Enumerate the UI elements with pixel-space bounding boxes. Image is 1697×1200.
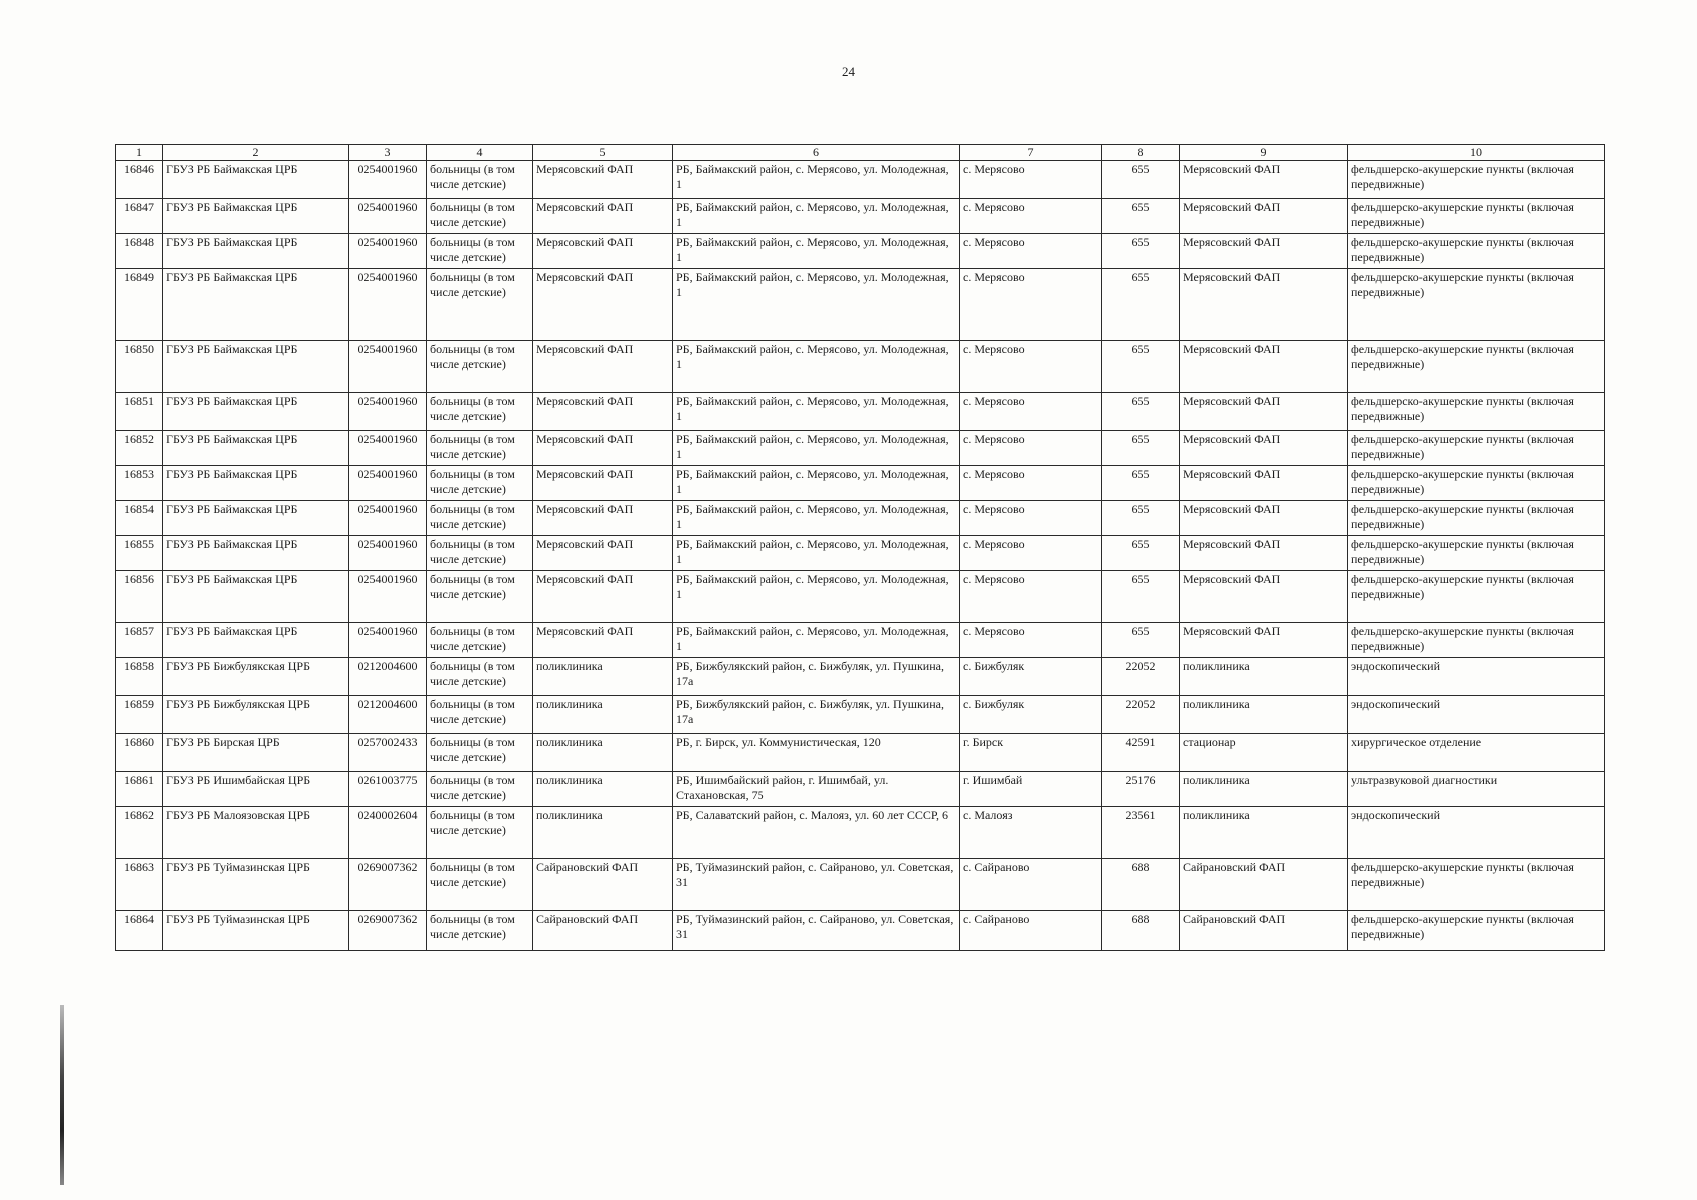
locality: с. Мерясово xyxy=(960,623,1102,658)
locality: с. Мерясово xyxy=(960,269,1102,341)
organization-name: ГБУЗ РБ Баймакская ЦРБ xyxy=(163,623,349,658)
row-number: 16862 xyxy=(116,807,163,859)
okpo-code: 655 xyxy=(1102,536,1180,571)
organization-name: ГБУЗ РБ Баймакская ЦРБ xyxy=(163,234,349,269)
institution-type: больницы (в том числе детские) xyxy=(427,234,533,269)
inn-code: 0212004600 xyxy=(349,658,427,696)
inn-code: 0254001960 xyxy=(349,199,427,234)
subunit-name: Мерясовский ФАП xyxy=(1180,199,1348,234)
institution-type: больницы (в том числе детские) xyxy=(427,269,533,341)
table-row xyxy=(116,911,1605,951)
address: РБ, Баймакский район, с. Мерясово, ул. Молодежная, 1 xyxy=(673,431,960,466)
subunit-name: Мерясовский ФАП xyxy=(1180,466,1348,501)
organization-name: ГБУЗ РБ Баймакская ЦРБ xyxy=(163,466,349,501)
category: хирургическое отделение xyxy=(1348,734,1605,772)
table-row xyxy=(116,199,1605,234)
address: РБ, Баймакский район, с. Мерясово, ул. Молодежная, 1 xyxy=(673,341,960,393)
inn-code: 0254001960 xyxy=(349,536,427,571)
row-number: 16856 xyxy=(116,571,163,623)
organization-name: ГБУЗ РБ Баймакская ЦРБ xyxy=(163,393,349,431)
organization-name: ГБУЗ РБ Баймакская ЦРБ xyxy=(163,199,349,234)
table-row xyxy=(116,269,1605,341)
inn-code: 0254001960 xyxy=(349,341,427,393)
address: РБ, Баймакский район, с. Мерясово, ул. Молодежная, 1 xyxy=(673,269,960,341)
address: РБ, Баймакский район, с. Мерясово, ул. Молодежная, 1 xyxy=(673,199,960,234)
organization-name: ГБУЗ РБ Бижбулякская ЦРБ xyxy=(163,696,349,734)
subunit-name: стационар xyxy=(1180,734,1348,772)
inn-code: 0254001960 xyxy=(349,161,427,199)
column-header: 1 xyxy=(116,145,163,161)
organization-name: ГБУЗ РБ Баймакская ЦРБ xyxy=(163,571,349,623)
column-header: 7 xyxy=(960,145,1102,161)
table-row xyxy=(116,772,1605,807)
locality: с. Мерясово xyxy=(960,234,1102,269)
subunit-name: Мерясовский ФАП xyxy=(1180,269,1348,341)
category: ультразвуковой диагностики xyxy=(1348,772,1605,807)
institution-type: больницы (в том числе детские) xyxy=(427,772,533,807)
okpo-code: 655 xyxy=(1102,393,1180,431)
locality: с. Мерясово xyxy=(960,393,1102,431)
okpo-code: 23561 xyxy=(1102,807,1180,859)
locality: с. Мерясово xyxy=(960,431,1102,466)
unit-name: поликлиника xyxy=(533,696,673,734)
category: фельдшерско-акушерские пункты (включая передвижные) xyxy=(1348,431,1605,466)
organization-name: ГБУЗ РБ Баймакская ЦРБ xyxy=(163,161,349,199)
locality: с. Мерясово xyxy=(960,341,1102,393)
category: фельдшерско-акушерские пункты (включая передвижные) xyxy=(1348,501,1605,536)
category: эндоскопический xyxy=(1348,696,1605,734)
category: фельдшерско-акушерские пункты (включая передвижные) xyxy=(1348,393,1605,431)
table-row xyxy=(116,734,1605,772)
category: фельдшерско-акушерские пункты (включая передвижные) xyxy=(1348,199,1605,234)
locality: с. Мерясово xyxy=(960,466,1102,501)
column-header: 6 xyxy=(673,145,960,161)
organization-name: ГБУЗ РБ Бирская ЦРБ xyxy=(163,734,349,772)
column-header: 3 xyxy=(349,145,427,161)
subunit-name: Мерясовский ФАП xyxy=(1180,431,1348,466)
subunit-name: Сайрановский ФАП xyxy=(1180,859,1348,911)
locality: с. Мерясово xyxy=(960,536,1102,571)
okpo-code: 22052 xyxy=(1102,696,1180,734)
inn-code: 0254001960 xyxy=(349,571,427,623)
unit-name: поликлиника xyxy=(533,772,673,807)
unit-name: Мерясовский ФАП xyxy=(533,269,673,341)
address: РБ, Баймакский район, с. Мерясово, ул. Молодежная, 1 xyxy=(673,466,960,501)
locality: с. Мерясово xyxy=(960,161,1102,199)
subunit-name: Мерясовский ФАП xyxy=(1180,161,1348,199)
organization-name: ГБУЗ РБ Туймазинская ЦРБ xyxy=(163,859,349,911)
institution-type: больницы (в том числе детские) xyxy=(427,623,533,658)
subunit-name: Мерясовский ФАП xyxy=(1180,234,1348,269)
subunit-name: Мерясовский ФАП xyxy=(1180,501,1348,536)
inn-code: 0254001960 xyxy=(349,501,427,536)
scan-edge-mark xyxy=(60,1005,64,1185)
inn-code: 0269007362 xyxy=(349,859,427,911)
address: РБ, Баймакский район, с. Мерясово, ул. Молодежная, 1 xyxy=(673,536,960,571)
address: РБ, Баймакский район, с. Мерясово, ул. Молодежная, 1 xyxy=(673,161,960,199)
organization-name: ГБУЗ РБ Баймакская ЦРБ xyxy=(163,501,349,536)
category: фельдшерско-акушерские пункты (включая передвижные) xyxy=(1348,859,1605,911)
unit-name: Мерясовский ФАП xyxy=(533,431,673,466)
institution-type: больницы (в том числе детские) xyxy=(427,431,533,466)
subunit-name: поликлиника xyxy=(1180,772,1348,807)
okpo-code: 42591 xyxy=(1102,734,1180,772)
inn-code: 0257002433 xyxy=(349,734,427,772)
address: РБ, Бижбулякский район, с. Бижбуляк, ул. Пушкина, 17а xyxy=(673,696,960,734)
locality: с. Мерясово xyxy=(960,199,1102,234)
subunit-name: Мерясовский ФАП xyxy=(1180,623,1348,658)
okpo-code: 655 xyxy=(1102,199,1180,234)
address: РБ, Бижбулякский район, с. Бижбуляк, ул. Пушкина, 17а xyxy=(673,658,960,696)
okpo-code: 655 xyxy=(1102,623,1180,658)
okpo-code: 655 xyxy=(1102,501,1180,536)
institution-type: больницы (в том числе детские) xyxy=(427,536,533,571)
table-row xyxy=(116,393,1605,431)
subunit-name: Сайрановский ФАП xyxy=(1180,911,1348,951)
locality: с. Мерясово xyxy=(960,501,1102,536)
institution-type: больницы (в том числе детские) xyxy=(427,199,533,234)
institution-type: больницы (в том числе детские) xyxy=(427,734,533,772)
organization-name: ГБУЗ РБ Ишимбайская ЦРБ xyxy=(163,772,349,807)
institution-type: больницы (в том числе детские) xyxy=(427,161,533,199)
address: РБ, Баймакский район, с. Мерясово, ул. Молодежная, 1 xyxy=(673,234,960,269)
table-body xyxy=(116,161,1605,951)
okpo-code: 655 xyxy=(1102,431,1180,466)
subunit-name: Мерясовский ФАП xyxy=(1180,536,1348,571)
inn-code: 0254001960 xyxy=(349,431,427,466)
inn-code: 0212004600 xyxy=(349,696,427,734)
inn-code: 0254001960 xyxy=(349,234,427,269)
category: фельдшерско-акушерские пункты (включая передвижные) xyxy=(1348,161,1605,199)
table-row xyxy=(116,658,1605,696)
unit-name: Мерясовский ФАП xyxy=(533,341,673,393)
address: РБ, Туймазинский район, с. Сайраново, ул. Советская, 31 xyxy=(673,911,960,951)
row-number: 16848 xyxy=(116,234,163,269)
locality: с. Мерясово xyxy=(960,571,1102,623)
unit-name: поликлиника xyxy=(533,807,673,859)
table-row xyxy=(116,234,1605,269)
subunit-name: Мерясовский ФАП xyxy=(1180,393,1348,431)
okpo-code: 655 xyxy=(1102,341,1180,393)
table-row xyxy=(116,536,1605,571)
category: фельдшерско-акушерские пункты (включая передвижные) xyxy=(1348,234,1605,269)
category: фельдшерско-акушерские пункты (включая передвижные) xyxy=(1348,571,1605,623)
okpo-code: 688 xyxy=(1102,911,1180,951)
row-number: 16851 xyxy=(116,393,163,431)
institution-type: больницы (в том числе детские) xyxy=(427,341,533,393)
locality: с. Бижбуляк xyxy=(960,658,1102,696)
institution-type: больницы (в том числе детские) xyxy=(427,911,533,951)
locality: с. Бижбуляк xyxy=(960,696,1102,734)
table-row xyxy=(116,859,1605,911)
organization-name: ГБУЗ РБ Баймакская ЦРБ xyxy=(163,431,349,466)
inn-code: 0261003775 xyxy=(349,772,427,807)
table-row xyxy=(116,501,1605,536)
institution-type: больницы (в том числе детские) xyxy=(427,466,533,501)
unit-name: Мерясовский ФАП xyxy=(533,466,673,501)
category: эндоскопический xyxy=(1348,807,1605,859)
row-number: 16854 xyxy=(116,501,163,536)
unit-name: Мерясовский ФАП xyxy=(533,161,673,199)
unit-name: Мерясовский ФАП xyxy=(533,536,673,571)
page-number: 24 xyxy=(842,64,855,79)
category: фельдшерско-акушерские пункты (включая передвижные) xyxy=(1348,341,1605,393)
address: РБ, Ишимбайский район, г. Ишимбай, ул. Стахановская, 75 xyxy=(673,772,960,807)
row-number: 16846 xyxy=(116,161,163,199)
row-number: 16863 xyxy=(116,859,163,911)
column-header: 10 xyxy=(1348,145,1605,161)
subunit-name: поликлиника xyxy=(1180,696,1348,734)
organization-name: ГБУЗ РБ Малоязовская ЦРБ xyxy=(163,807,349,859)
row-number: 16849 xyxy=(116,269,163,341)
subunit-name: Мерясовский ФАП xyxy=(1180,341,1348,393)
subunit-name: Мерясовский ФАП xyxy=(1180,571,1348,623)
institution-type: больницы (в том числе детские) xyxy=(427,807,533,859)
registry-table xyxy=(115,144,1605,951)
okpo-code: 655 xyxy=(1102,269,1180,341)
category: фельдшерско-акушерские пункты (включая передвижные) xyxy=(1348,911,1605,951)
okpo-code: 655 xyxy=(1102,571,1180,623)
organization-name: ГБУЗ РБ Туймазинская ЦРБ xyxy=(163,911,349,951)
row-number: 16853 xyxy=(116,466,163,501)
unit-name: Сайрановский ФАП xyxy=(533,911,673,951)
column-header: 5 xyxy=(533,145,673,161)
okpo-code: 655 xyxy=(1102,161,1180,199)
address: РБ, Баймакский район, с. Мерясово, ул. Молодежная, 1 xyxy=(673,501,960,536)
header-row xyxy=(116,145,1605,161)
inn-code: 0254001960 xyxy=(349,466,427,501)
row-number: 16847 xyxy=(116,199,163,234)
locality: с. Сайраново xyxy=(960,911,1102,951)
column-header: 8 xyxy=(1102,145,1180,161)
organization-name: ГБУЗ РБ Бижбулякская ЦРБ xyxy=(163,658,349,696)
institution-type: больницы (в том числе детские) xyxy=(427,571,533,623)
address: РБ, г. Бирск, ул. Коммунистическая, 120 xyxy=(673,734,960,772)
row-number: 16859 xyxy=(116,696,163,734)
row-number: 16858 xyxy=(116,658,163,696)
category: фельдшерско-акушерские пункты (включая передвижные) xyxy=(1348,536,1605,571)
locality: г. Ишимбай xyxy=(960,772,1102,807)
okpo-code: 688 xyxy=(1102,859,1180,911)
column-header: 4 xyxy=(427,145,533,161)
institution-type: больницы (в том числе детские) xyxy=(427,859,533,911)
address: РБ, Баймакский район, с. Мерясово, ул. Молодежная, 1 xyxy=(673,623,960,658)
table-row xyxy=(116,466,1605,501)
unit-name: Мерясовский ФАП xyxy=(533,501,673,536)
inn-code: 0254001960 xyxy=(349,393,427,431)
category: фельдшерско-акушерские пункты (включая передвижные) xyxy=(1348,269,1605,341)
column-header: 2 xyxy=(163,145,349,161)
institution-type: больницы (в том числе детские) xyxy=(427,658,533,696)
institution-type: больницы (в том числе детские) xyxy=(427,501,533,536)
category: фельдшерско-акушерские пункты (включая передвижные) xyxy=(1348,466,1605,501)
table-row xyxy=(116,161,1605,199)
column-header: 9 xyxy=(1180,145,1348,161)
row-number: 16852 xyxy=(116,431,163,466)
unit-name: Мерясовский ФАП xyxy=(533,623,673,658)
category: эндоскопический xyxy=(1348,658,1605,696)
unit-name: поликлиника xyxy=(533,658,673,696)
okpo-code: 655 xyxy=(1102,234,1180,269)
unit-name: Мерясовский ФАП xyxy=(533,199,673,234)
locality: с. Малояз xyxy=(960,807,1102,859)
table-row xyxy=(116,623,1605,658)
table-row xyxy=(116,341,1605,393)
locality: с. Сайраново xyxy=(960,859,1102,911)
row-number: 16860 xyxy=(116,734,163,772)
subunit-name: поликлиника xyxy=(1180,807,1348,859)
table-row xyxy=(116,807,1605,859)
address: РБ, Туймазинский район, с. Сайраново, ул. Советская, 31 xyxy=(673,859,960,911)
okpo-code: 655 xyxy=(1102,466,1180,501)
row-number: 16864 xyxy=(116,911,163,951)
okpo-code: 22052 xyxy=(1102,658,1180,696)
okpo-code: 25176 xyxy=(1102,772,1180,807)
unit-name: Мерясовский ФАП xyxy=(533,571,673,623)
unit-name: Сайрановский ФАП xyxy=(533,859,673,911)
inn-code: 0254001960 xyxy=(349,623,427,658)
organization-name: ГБУЗ РБ Баймакская ЦРБ xyxy=(163,536,349,571)
category: фельдшерско-акушерские пункты (включая передвижные) xyxy=(1348,623,1605,658)
institution-type: больницы (в том числе детские) xyxy=(427,696,533,734)
subunit-name: поликлиника xyxy=(1180,658,1348,696)
row-number: 16857 xyxy=(116,623,163,658)
institution-type: больницы (в том числе детские) xyxy=(427,393,533,431)
table-row xyxy=(116,696,1605,734)
locality: г. Бирск xyxy=(960,734,1102,772)
inn-code: 0254001960 xyxy=(349,269,427,341)
address: РБ, Баймакский район, с. Мерясово, ул. Молодежная, 1 xyxy=(673,393,960,431)
row-number: 16855 xyxy=(116,536,163,571)
inn-code: 0240002604 xyxy=(349,807,427,859)
table-row xyxy=(116,571,1605,623)
unit-name: Мерясовский ФАП xyxy=(533,234,673,269)
row-number: 16850 xyxy=(116,341,163,393)
table-row xyxy=(116,431,1605,466)
unit-name: Мерясовский ФАП xyxy=(533,393,673,431)
address: РБ, Салаватский район, с. Малояз, ул. 60 лет СССР, 6 xyxy=(673,807,960,859)
organization-name: ГБУЗ РБ Баймакская ЦРБ xyxy=(163,269,349,341)
inn-code: 0269007362 xyxy=(349,911,427,951)
address: РБ, Баймакский район, с. Мерясово, ул. Молодежная, 1 xyxy=(673,571,960,623)
organization-name: ГБУЗ РБ Баймакская ЦРБ xyxy=(163,341,349,393)
row-number: 16861 xyxy=(116,772,163,807)
unit-name: поликлиника xyxy=(533,734,673,772)
